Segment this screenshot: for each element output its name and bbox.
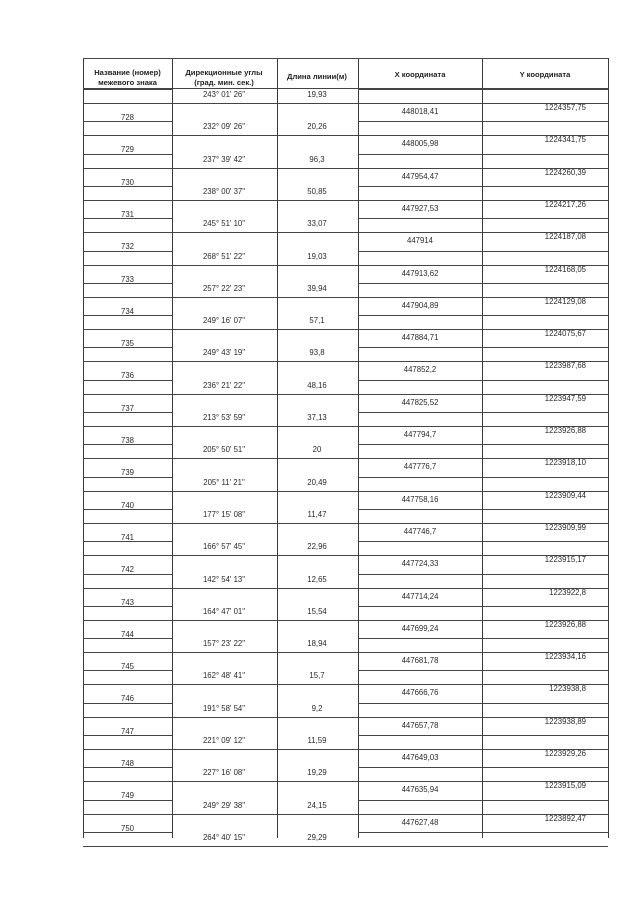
row-rule [172,684,358,685]
row-rule [83,168,172,169]
row-rule [83,232,172,233]
direction-angle-cell: 162° 48' 41" [202,671,246,680]
x-coordinate-cell: 447927,53 [401,204,439,213]
row-rule [83,717,172,718]
y-coordinate-cell: 1223918,10 [544,458,586,467]
x-coordinate-cell: 447657,78 [401,721,439,730]
row-rule [83,89,172,90]
line-length-cell: 18,94 [307,639,327,648]
row-rule [358,735,608,736]
direction-angle-cell: 249° 29' 38" [202,801,246,810]
direction-angle-cell: 227° 16' 08" [202,768,246,777]
y-coordinate-cell: 1223926,88 [544,426,586,435]
line-length-cell: 20 [312,445,322,454]
row-rule [358,477,608,478]
row-rule [172,394,358,395]
row-rule [172,135,358,136]
direction-angle-cell: 257° 22' 23" [202,284,246,293]
x-coordinate-cell: 447914 [406,236,434,245]
row-rule [358,767,608,768]
y-coordinate-cell: 1224341,75 [544,135,586,144]
line-length-cell: 20,26 [307,122,327,131]
row-rule [358,186,608,187]
x-coordinate-cell: 447699,24 [401,624,439,633]
x-coordinate-cell: 447794,7 [403,430,437,439]
row-rule [358,121,608,122]
column-rule [608,58,609,838]
row-rule [172,620,358,621]
header-marker-name: Название (номер) межевого знака [94,68,161,87]
row-rule [83,620,172,621]
row-rule [172,846,358,847]
row-rule [358,703,608,704]
row-rule [358,800,608,801]
row-rule [358,670,608,671]
y-coordinate-cell: 1223922,8 [549,588,586,597]
x-coordinate-cell: 447746,7 [403,527,437,536]
row-rule [83,846,172,847]
y-coordinate-cell: 1223938,8 [549,684,586,693]
y-coordinate-cell: 1224217,26 [544,200,586,209]
header-direction-angle: Дирекционные углы (град. мин. сек.) [185,68,263,87]
x-coordinate-cell: 447884,71 [401,333,439,342]
y-coordinate-cell: 1224168,05 [544,265,586,274]
direction-angle-cell: 249° 16' 07" [202,316,246,325]
marker-name-cell: 739 [120,468,134,477]
row-rule [358,283,608,284]
line-length-cell: 15,7 [309,671,325,680]
row-rule [83,200,172,201]
line-length-cell: 96,3 [309,155,325,164]
x-coordinate-cell: 447825,52 [401,398,439,407]
marker-name-cell: 743 [120,598,134,607]
marker-name-cell: 732 [120,242,134,251]
row-rule [358,574,608,575]
row-rule [172,523,358,524]
row-rule [358,509,608,510]
marker-name-cell: 748 [120,759,134,768]
row-rule [358,606,608,607]
marker-name-cell: 747 [120,727,134,736]
row-rule [172,652,358,653]
row-rule [83,684,172,685]
line-length-cell: 19,03 [307,252,327,261]
marker-name-cell: 749 [120,791,134,800]
line-length-cell: 20,49 [307,478,327,487]
row-rule [172,103,358,104]
row-rule [83,588,172,589]
x-coordinate-cell: 447724,33 [401,559,439,568]
direction-angle-cell: 238° 00' 37" [202,187,246,196]
marker-name-cell: 733 [120,275,134,284]
marker-name-cell: 731 [120,210,134,219]
direction-angle-cell: 166° 57' 45" [202,542,246,551]
y-coordinate-cell: 1223915,09 [544,781,586,790]
row-rule [358,347,608,348]
direction-angle-cell: 245° 51' 10" [202,219,246,228]
marker-name-cell: 740 [120,501,134,510]
direction-angle-cell: 268° 51' 22" [202,252,246,261]
marker-name-cell: 734 [120,307,134,316]
line-length-cell: 29,29 [307,833,327,842]
marker-name-cell: 735 [120,339,134,348]
row-rule [172,555,358,556]
row-rule [358,412,608,413]
direction-angle-cell: 177° 15' 08" [202,510,246,519]
y-coordinate-cell: 1224187,08 [544,232,586,241]
direction-angle-cell: 237° 39' 42" [202,155,246,164]
row-rule [83,652,172,653]
row-rule [358,218,608,219]
row-rule [172,426,358,427]
y-coordinate-cell: 1223934,16 [544,652,586,661]
y-coordinate-cell: 1224129,08 [544,297,586,306]
column-rule [83,58,84,838]
line-length-cell: 19,93 [307,90,327,99]
row-rule [172,749,358,750]
row-rule [83,426,172,427]
row-rule [83,265,172,266]
y-coordinate-cell: 1223929,26 [544,749,586,758]
row-rule [83,135,172,136]
x-coordinate-cell: 447681,78 [401,656,439,665]
row-rule [83,523,172,524]
line-length-cell: 57,1 [309,316,325,325]
x-coordinate-cell: 447649,03 [401,753,439,762]
row-rule [358,846,608,847]
y-coordinate-cell: 1223926,88 [544,620,586,629]
x-coordinate-cell: 447852,2 [403,365,437,374]
row-rule [83,297,172,298]
row-rule [358,154,608,155]
direction-angle-cell: 264° 40' 15" [202,833,246,842]
x-coordinate-cell: 447714,24 [401,592,439,601]
x-coordinate-cell: 447635,94 [401,785,439,794]
x-coordinate-cell: 447758,16 [401,495,439,504]
row-rule [172,588,358,589]
row-rule [172,329,358,330]
row-rule [172,781,358,782]
direction-angle-cell: 221° 09' 12" [202,736,246,745]
line-length-cell: 11,59 [307,736,327,745]
y-coordinate-cell: 1224260,39 [544,168,586,177]
line-length-cell: 9,2 [311,704,323,713]
marker-name-cell: 738 [120,436,134,445]
row-rule [83,781,172,782]
row-rule [358,832,608,833]
row-rule [358,444,608,445]
y-coordinate-cell: 1223938,89 [544,717,586,726]
marker-name-cell: 750 [120,824,134,833]
x-coordinate-cell: 448018,41 [401,107,439,116]
y-coordinate-cell: 1223947,59 [544,394,586,403]
direction-angle-cell: 142° 54' 13" [202,575,246,584]
row-rule [358,251,608,252]
row-rule [358,638,608,639]
direction-angle-cell: 236° 21' 22" [202,381,246,390]
header-line-length: Длина линии(м) [287,72,347,81]
direction-angle-cell: 205° 50' 51" [202,445,246,454]
marker-name-cell: 742 [120,565,134,574]
row-rule [83,555,172,556]
row-rule [83,458,172,459]
line-length-cell: 93,8 [309,348,325,357]
row-rule [83,749,172,750]
line-length-cell: 15,54 [307,607,327,616]
marker-name-cell: 730 [120,178,134,187]
marker-name-cell: 737 [120,404,134,413]
row-rule [358,315,608,316]
row-rule [83,814,172,815]
x-coordinate-cell: 447666,76 [401,688,439,697]
x-coordinate-cell: 447954,47 [401,172,439,181]
y-coordinate-cell: 1223909,44 [544,491,586,500]
direction-angle-cell: 164° 47' 01" [202,607,246,616]
row-rule [172,265,358,266]
x-coordinate-cell: 447904,89 [401,301,439,310]
row-rule [83,329,172,330]
row-rule [83,361,172,362]
row-rule [172,361,358,362]
x-coordinate-cell: 447776,7 [403,462,437,471]
y-coordinate-cell: 1223987,68 [544,361,586,370]
y-coordinate-cell: 1224357,75 [544,103,586,112]
table-top-border [83,58,608,59]
direction-angle-cell: 191° 58' 54" [202,704,246,713]
row-rule [358,380,608,381]
direction-angle-cell: 157° 23' 22" [202,639,246,648]
row-rule [172,200,358,201]
direction-angle-cell: 249° 43' 19" [202,348,246,357]
marker-name-cell: 746 [120,694,134,703]
y-coordinate-cell: 1223909,99 [544,523,586,532]
line-length-cell: 50,85 [307,187,327,196]
marker-name-cell: 729 [120,145,134,154]
y-coordinate-cell: 1224075,67 [544,329,586,338]
line-length-cell: 22,96 [307,542,327,551]
line-length-cell: 39,94 [307,284,327,293]
row-rule [172,168,358,169]
row-rule [172,297,358,298]
row-rule [172,458,358,459]
header-x-coordinate: X координата [394,70,446,79]
row-rule [172,491,358,492]
direction-angle-cell: 243° 01' 26" [202,90,246,99]
row-rule [172,814,358,815]
row-rule [172,717,358,718]
marker-name-cell: 741 [120,533,134,542]
line-length-cell: 24,15 [307,801,327,810]
line-length-cell: 12,65 [307,575,327,584]
y-coordinate-cell: 1223915,17 [544,555,586,564]
marker-name-cell: 744 [120,630,134,639]
marker-name-cell: 728 [120,113,134,122]
y-coordinate-cell: 1223892,47 [544,814,586,823]
line-length-cell: 48,16 [307,381,327,390]
direction-angle-cell: 232° 09' 26" [202,122,246,131]
line-length-cell: 37,13 [307,413,327,422]
row-rule [83,491,172,492]
line-length-cell: 33,07 [307,219,327,228]
marker-name-cell: 736 [120,371,134,380]
line-length-cell: 19,29 [307,768,327,777]
direction-angle-cell: 213° 53' 59" [202,413,246,422]
x-coordinate-cell: 447913,62 [401,269,439,278]
header-y-coordinate: Y координата [519,70,571,79]
x-coordinate-cell: 448005,98 [401,139,439,148]
row-rule [83,394,172,395]
row-rule [172,232,358,233]
marker-name-cell: 745 [120,662,134,671]
row-rule [83,103,172,104]
direction-angle-cell: 205° 11' 21" [203,478,245,487]
line-length-cell: 11,47 [307,510,327,519]
row-rule [358,89,608,90]
row-rule [358,541,608,542]
x-coordinate-cell: 447627,48 [401,818,439,827]
